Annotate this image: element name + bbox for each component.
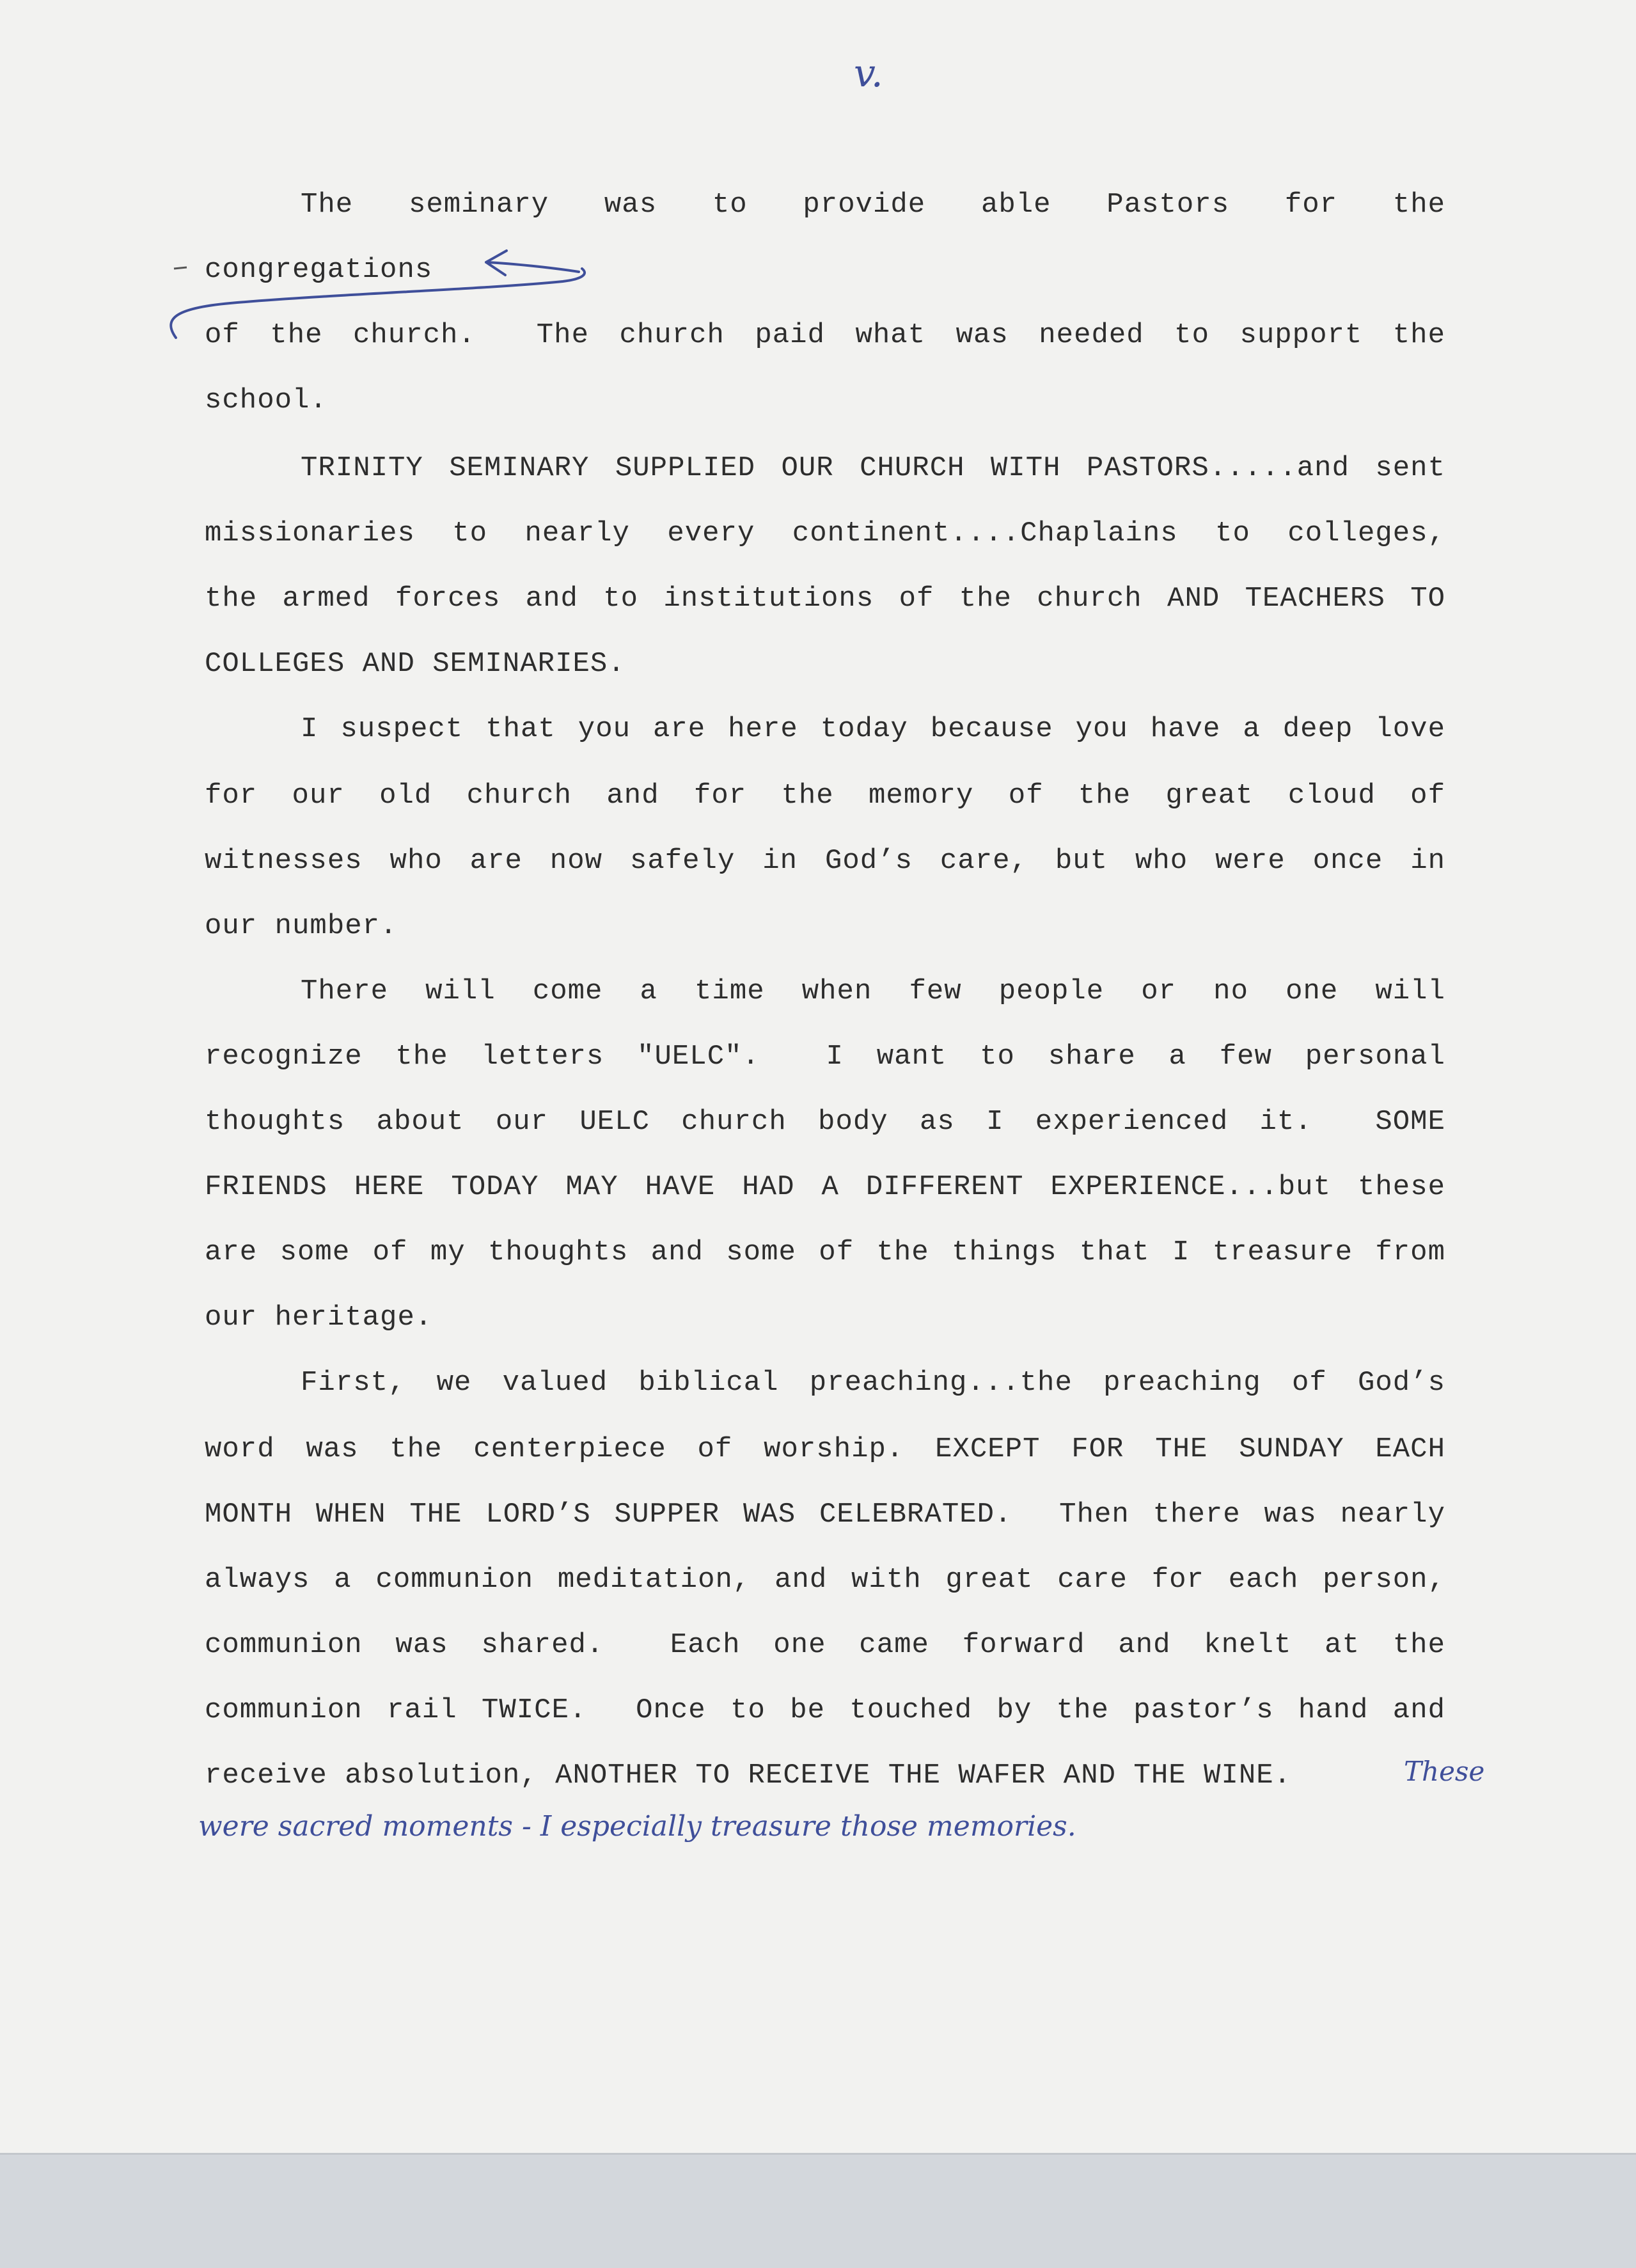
text-line: receive absolution, ANOTHER TO RECEIVE THE WAFER AND THE WINE. [205, 1760, 1292, 1792]
text-line: thoughts about our UELC church body as I experienced it. SOME [205, 1106, 1445, 1138]
text-line: recognize the letters "UELC". I want to share a few personal [205, 1041, 1445, 1073]
text-line: There will come a time when few people or no one will [301, 975, 1445, 1007]
text-line: for our old church and for the memory of the great cloud of [205, 780, 1445, 812]
text-line: witnesses who are now safely in God’s care, but who were once in [205, 845, 1445, 877]
text-line: First, we valued biblical preaching...the preaching of God’s [301, 1367, 1445, 1399]
text-line: communion rail TWICE. Once to be touched by the pastor’s hand and [205, 1694, 1445, 1726]
handwritten-note-start: These [1404, 1756, 1485, 1787]
text-line: our number. [205, 910, 398, 942]
text-line: our heritage. [205, 1302, 433, 1334]
text-line: The seminary was to provide able Pastors for the [301, 189, 1445, 221]
text-line: COLLEGES AND SEMINARIES. [205, 648, 625, 680]
text-line: word was the centerpiece of worship. EXCEPT FOR THE SUNDAY EACH [205, 1433, 1445, 1465]
text-line: TRINITY SEMINARY SUPPLIED OUR CHURCH WITH PASTORS.....and sent [301, 452, 1445, 484]
dash-mark [174, 267, 187, 269]
text-line: communion was shared. Each one came forward and knelt at the [205, 1629, 1445, 1661]
scanner-background [0, 2153, 1636, 2268]
text-line: the armed forces and to institutions of the church AND TEACHERS TO [205, 583, 1445, 615]
text-line: I suspect that you are here today because you have a deep love [301, 713, 1445, 745]
text-line: school. [205, 384, 327, 416]
text-line: are some of my thoughts and some of the things that I treasure from [205, 1236, 1445, 1268]
text-line: FRIENDS HERE TODAY MAY HAVE HAD A DIFFERENT EXPERIENCE...but these [205, 1171, 1445, 1203]
text-line: of the church. The church paid what was needed to support the [205, 319, 1445, 351]
text-line: MONTH WHEN THE LORD’S SUPPER WAS CELEBRATED. Then there was nearly [205, 1499, 1445, 1531]
text-line: missionaries to nearly every continent....Chaplains to colleges, [205, 517, 1445, 549]
text-line: always a communion meditation, and with great care for each person, [205, 1564, 1445, 1596]
text-line: congregations [205, 254, 433, 286]
handwritten-note: were sacred moments - I especially treasure those memories. [198, 1810, 1076, 1843]
handwritten-page-number: v. [854, 51, 883, 96]
